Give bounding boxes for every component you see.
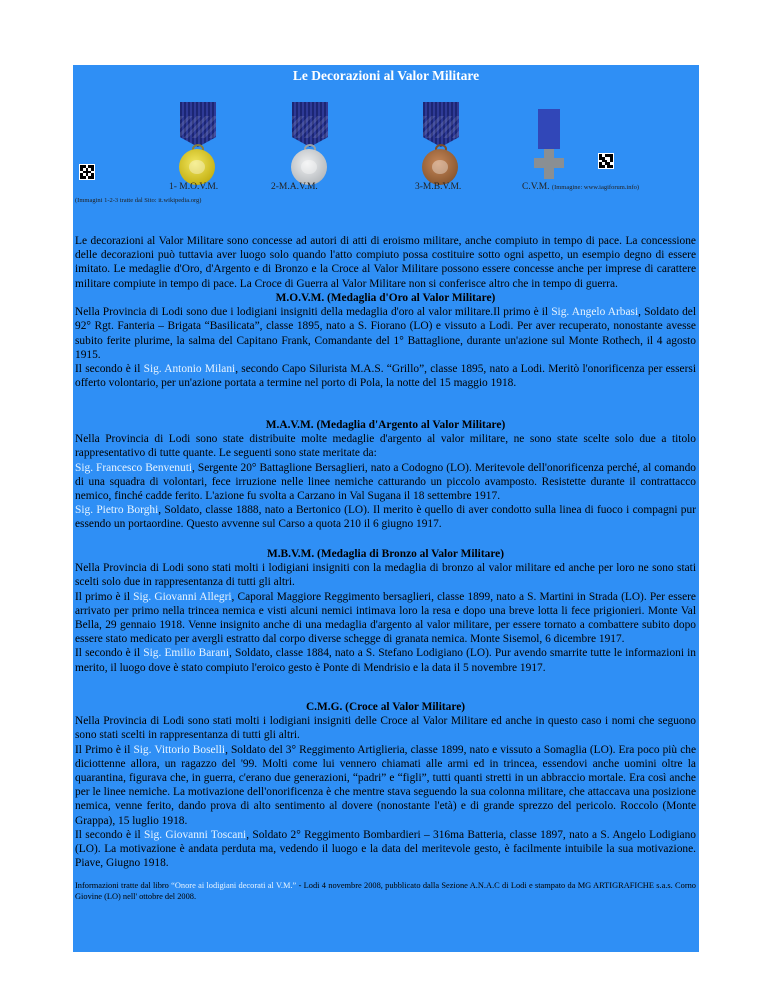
section-heading: M.B.V.M. (Medaglia di Bronzo al Valor Militare): [266, 548, 505, 560]
section-cmg: C.M.G. (Croce al Valor Militare) Nella Provincia di Lodi sono stati molti i lodigiani insigniti delle Croce al Valor Militare ed anche in questo caso i nomi che seguono sono stati scelti in rappresentanza di tutti gli altri. Il Primo è il Sig. Vittorio Boselli, Soldato del 3° Reggimento Artiglieria, classe 1899, nato e vissuto a Somaglia (LO). Era poco più che diciottenne allora, un ragazzo del '99. Molti come lui vennero chiamati alle armi ed in trincea, essendovi anche uomini oltre la quarantina, figurava che, in guerra, c'erano due generazioni, “padri” e “figli”, tutti quanti stretti in un abbraccio mortale. Era così anche per le linee nemiche. La motivazione dell'onorificenza è che mentre stava seguendo la sua colonna militare, che attaccava una posizione nemica, venne ferito, dando prova di alto sentimento al dovere (nonostante l'età) e di grande sprezzo del pericolo. Roccolo (Monte Grappa), 15 luglio 1918. Il secondo è il Sig. Giovanni Toscani, Soldato 2° Reggimento Bombardieri – 316ma Batteria, classe 1897, nato a S. Angelo Lodigiano (LO). La motivazione è andata perduta ma, vedendo il luogo e la data del meritevole gesto, è facilmente intuibile la sua motivazione. Piave, Giugno 1918.: [75, 701, 697, 870]
content-panel: [73, 65, 699, 952]
person-link[interactable]: Sig. Giovanni Allegri: [133, 590, 232, 603]
section-mbvm: M.B.V.M. (Medaglia di Bronzo al Valor Militare) Nella Provincia di Lodi sono stati molti i lodigiani insigniti con la medaglia di bronzo al valor militare ed anche per loro ne sono stati scelti solo due in rappresentanza di tutti gli altri. Il primo è il Sig. Giovanni Allegri, Caporal Maggiore Reggimento bersaglieri, classe 1899, nato a S. Martini in Strada (LO). Per essere arrivato per primo nella trincea nemica e visti alcuni nemici intimava loro la resa e dopo una breve lotta li fece prigionieri. Monte Val Bella, 29 gennaio 1918. Venne insignito anche di una medaglia d'argento al valor militare, per essere tornato a combattere subito dopo essere stato medicato per avergli estratto dal corpo diverse schegge di granata nemica. Monte Sisemol, 6 dicembre 1917. Il secondo è il Sig. Emilio Barani, Soldato, classe 1884, nato a S. Stefano Lodigiano (LO). Pur avendo smarrite tutte le informazioni in merito, il luogo dove è stato compiuto l'eroico gesto è Ponte di Mendrisio e la data il 5 novembre 1917.: [75, 548, 697, 674]
person-link[interactable]: Sig. Pietro Borghi: [75, 504, 159, 517]
silver-medal-image: [290, 102, 330, 184]
caption-mbvm: 3-M.B.V.M.: [415, 182, 462, 192]
footer-source: Informazioni tratte dal libro “Onore ai lodigiani decorati al V.M.” - Lodi 4 novembre 2008, pubblicato dalla Sezione A.N.A.C di Lodi e stampato da MG ARTIGRAFICHE s.a.s. Corno Giovine (LO) nell' ottobre del 2008.: [75, 881, 696, 901]
page-title: Le Decorazioni al Valor Militare: [292, 68, 480, 83]
person-link[interactable]: Sig. Emilio Barani: [143, 647, 229, 660]
caption-cvm: C.V.M. (Immagine: www.iagiforum.info): [522, 182, 640, 192]
caption-cvm-credit: (Immagine: www.iagiforum.info): [551, 184, 640, 191]
qr-code-icon: [79, 164, 95, 180]
person-link[interactable]: Sig. Angelo Arbasi: [551, 306, 639, 319]
gold-medal-image: [178, 102, 218, 184]
intro-paragraph: Le decorazioni al Valor Militare sono concesse ad autori di atti di eroismo militare, anche compiuto in tempo di pace. La concessione delle decorazioni può tuttavia aver luogo solo quando l'atto compiuto possa costituire sotto ogni aspetto, un esempio degno di essere imitato. Le medaglie d'Oro, d'Argento e di Bronzo e la Croce al Valor Militare possono essere concesse anche per imprese di carattere militare compiute in tempo di pace. La Croce di Guerra al Valor Militare non si conferisce altro che in tempo di guerra.: [75, 235, 696, 290]
bronze-medal-image: [421, 102, 461, 184]
section-movm: M.O.V.M. (Medaglia d'Oro al Valor Militare) Nella Provincia di Lodi sono due i lodigiani insigniti della medaglia d'oro al valor militare.Il primo è il Sig. Angelo Arbasi, Soldato del 92° Rgt. Fanteria – Brigata “Basilicata”, classe 1895, nato a S. Fiorano (LO) e vissuto a Lodi. Per aver recuperato, nonostante avesse subito ferite plurime, la salma del Capitano Frank, Comandante del 1° Battaglione, durante un'azione sul Monte Rothech, il 4 agosto 1915. Il secondo è il Sig. Antonio Milani, secondo Capo Silurista M.A.S. “Grillo”, classe 1895, nato a Lodi. Meritò l'onorificenza per essersi offerto volontario, per un'azione portata a termine nel porto di Pola, la notte del 15 maggio 1918.: [75, 292, 696, 390]
section-mavm: M.A.V.M. (Medaglia d'Argento al Valor Militare) Nella Provincia di Lodi sono state distribuite molte medaglie d'argento al valor militare, ne sono state scelte solo due a titolo rappresentativo di tutte quante. Le seguenti sono state meritate da: Sig. Francesco Benvenuti, Sergente 20° Battaglione Bersaglieri, nato a Codogno (LO). Meritevole dell'onorificenza perché, al comando di una squadra di volontari, fece irruzione nelle linee nemiche catturando un piccolo avamposto. Resistette durante il contrattacco nemico, finché cadde ferito. L'azione fu svolta a Carzano in Val Sugana il 18 settembre 1917. Sig. Pietro Borghi, Soldato, classe 1888, nato a Bertonico (LO). Il merito è quello di aver condotto sulla linea di fuoco i compagni pur essendo un portaordine. Questo avvenne sul Carso a quota 210 il 6 giugno 1917.: [75, 419, 696, 531]
caption-mavm: 2-M.A.V.M.: [271, 182, 318, 192]
person-link[interactable]: Sig. Giovanni Toscani: [144, 828, 247, 841]
image-credit: (Immagini 1-2-3 tratte dal Sito: it.wikipedia.org): [75, 197, 202, 204]
person-link[interactable]: Sig. Antonio Milani: [143, 363, 236, 376]
person-link[interactable]: Sig. Vittorio Boselli: [133, 743, 226, 756]
qr-code-icon: [598, 153, 614, 169]
section-heading: M.O.V.M. (Medaglia d'Oro al Valor Militare): [275, 292, 496, 304]
section-heading: C.M.G. (Croce al Valor Militare): [305, 701, 466, 713]
section-heading: M.A.V.M. (Medaglia d'Argento al Valor Militare): [265, 419, 506, 431]
military-cross-image: [532, 109, 566, 185]
book-link[interactable]: “Onore ai lodigiani decorati al V.M.”: [171, 881, 297, 890]
person-link[interactable]: Sig. Francesco Benvenuti: [75, 461, 193, 474]
caption-movm: 1- M.O.V.M.: [169, 182, 219, 192]
